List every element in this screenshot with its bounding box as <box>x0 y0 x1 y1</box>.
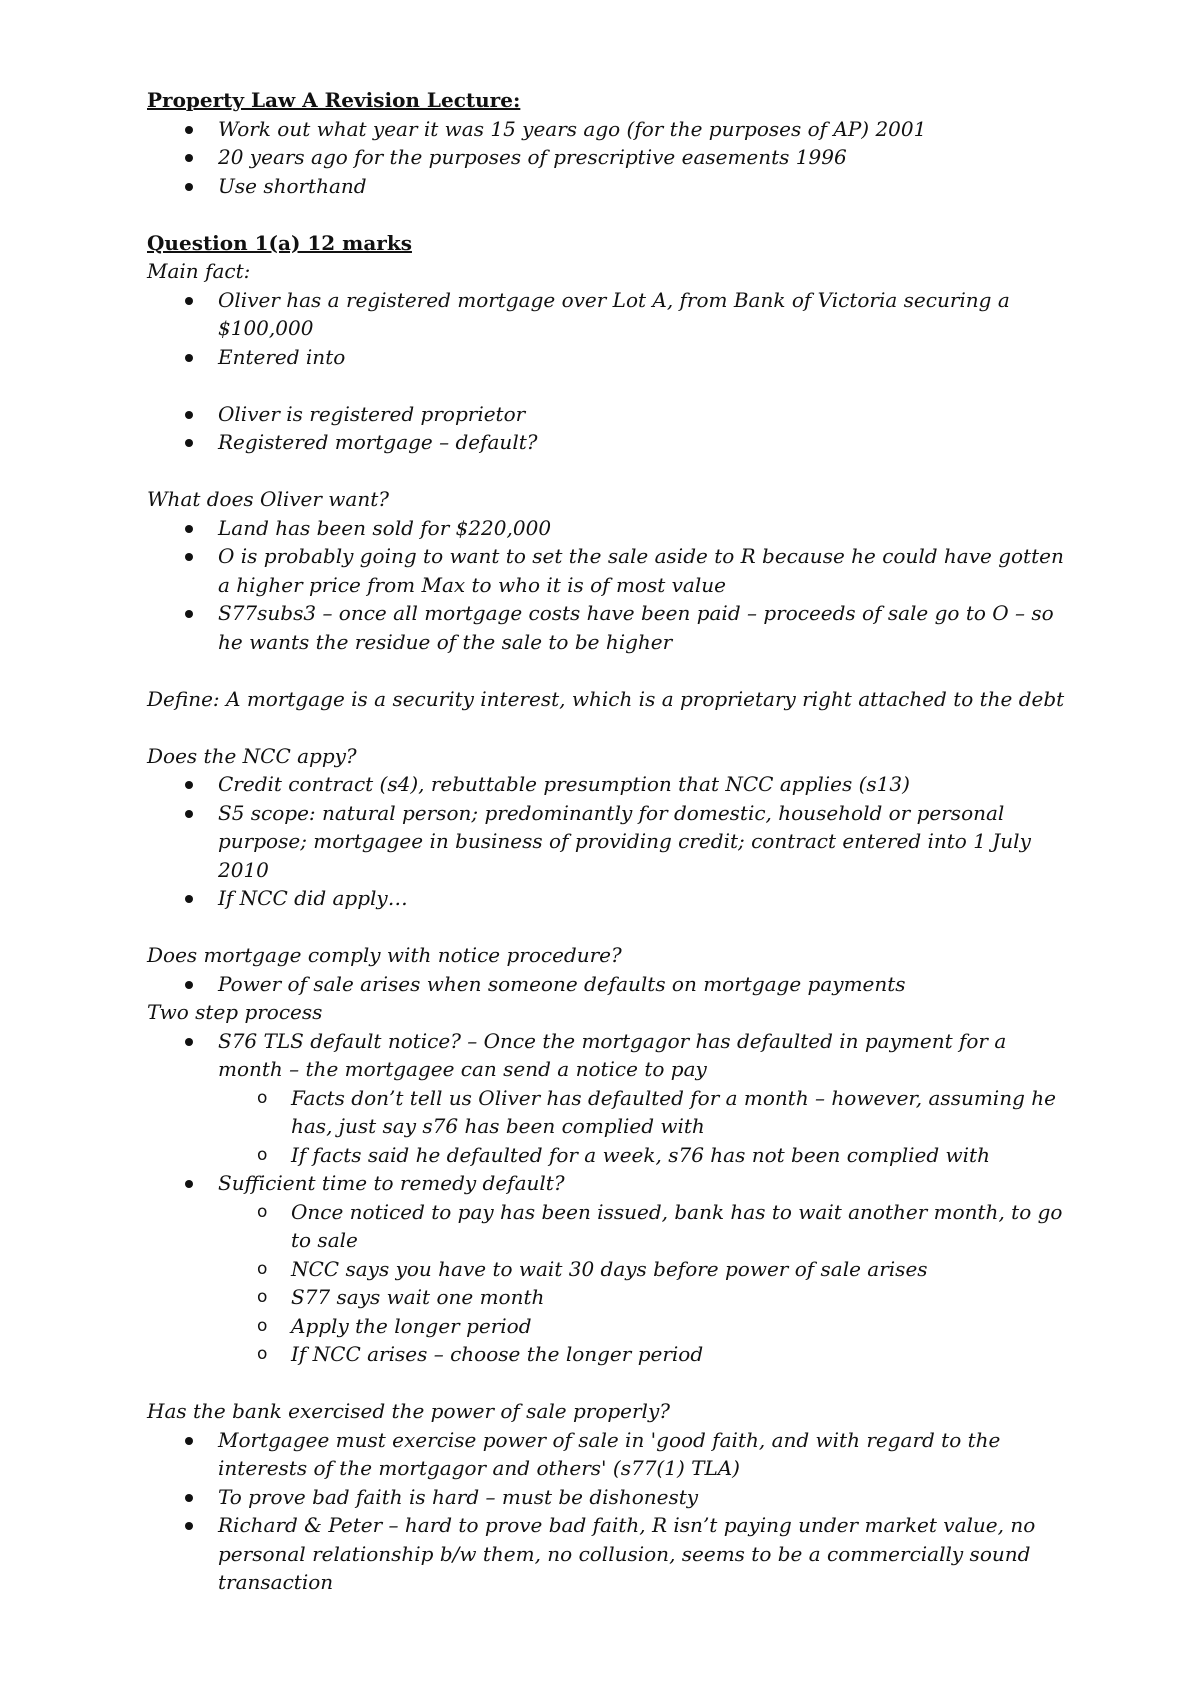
bullet-icon <box>185 553 193 561</box>
sub-list-item: o Once noticed to pay has been issued, bank has to wait another month, to go to sale <box>257 1199 1063 1252</box>
circle-bullet-icon: o <box>257 1344 268 1364</box>
bullet-icon <box>185 154 193 162</box>
bullet-icon <box>185 1437 193 1445</box>
question-heading: Question 1(a) 12 marks <box>147 230 412 255</box>
main-fact-list-2 <box>147 400 1077 457</box>
sub-list-item: o NCC says you have to wait 30 days before power of sale arises <box>147 1255 1077 1284</box>
main-fact-list <box>147 286 1077 372</box>
circle-bullet-icon: o <box>257 1287 268 1307</box>
oliver-want-label: What does Oliver want? <box>147 487 389 511</box>
bullet-icon <box>185 1522 193 1530</box>
list-item: O is probably going to want to set the sale aside to R because he could have gotten a higher price from Max to who it is of most value <box>147 542 1077 599</box>
notice-label: Does mortgage comply with notice procedure? <box>147 943 622 967</box>
circle-bullet-icon: o <box>257 1315 268 1336</box>
bullet-icon <box>185 610 193 618</box>
list-item: Oliver has a registered mortgage over Lot A, from Bank of Victoria securing a $100,000 <box>147 286 1077 343</box>
bullet-icon <box>185 895 193 903</box>
define-text: Define: A mortgage is a security interest, which is a proprietary right attached to the debt <box>147 686 1065 711</box>
list-item: If NCC did apply… <box>147 884 1077 913</box>
list-item: To prove bad faith is hard – must be dishonesty <box>147 1483 1077 1512</box>
list-item: Work out what year it was 15 years ago (for the purposes of AP) 2001 <box>147 115 1077 144</box>
list-item: Mortgagee must exercise power of sale in 'good faith, and with regard to the interests of the mortgagor and others' (s77(1) TLA) <box>147 1426 1077 1483</box>
list-item: Use shorthand <box>147 172 1077 201</box>
bullet-icon <box>185 810 193 818</box>
bullet-icon <box>185 439 193 447</box>
list-item: 20 years ago for the purposes of prescriptive easements 1996 <box>147 143 1077 172</box>
two-step-label: Two step process <box>147 1000 323 1024</box>
bullet-icon <box>185 297 193 305</box>
bullet-icon <box>185 1494 193 1502</box>
list-item: Richard & Peter – hard to prove bad faith, R isn’t paying under market value, no personal relationship b/w them, no collusion, seems to be a commercially sound transaction <box>147 1511 1077 1597</box>
bank-list <box>147 1426 1077 1597</box>
list-item: S76 TLS default notice? – Once the mortgagor has defaulted in payment for a month – the mortgagee can send a notice to pay <box>147 1027 1077 1084</box>
bank-label: Has the bank exercised the power of sale properly? <box>147 1399 670 1423</box>
list-item: Sufficient time to remedy default? <box>147 1169 1077 1198</box>
oliver-want-list <box>147 514 1077 657</box>
list-item: Entered into <box>147 343 1077 372</box>
sub-list-item: o If facts said he defaulted for a week, s76 has not been complied with <box>147 1141 1077 1170</box>
list-item: Oliver is registered proprietor <box>147 400 1077 429</box>
sub-list-item: o Facts don’t tell us Oliver has defaulted for a month – however, assuming he has, just say s76 has been complied with <box>257 1085 1056 1138</box>
bullet-icon <box>185 981 193 989</box>
list-item: Power of sale arises when someone defaults on mortgage payments <box>147 970 1077 999</box>
list-item: S77subs3 – once all mortgage costs have been paid – proceeds of sale go to O – so he wants the residue of the sale to be higher <box>147 599 1077 656</box>
two-step-list <box>147 1027 1077 1369</box>
ncc-list <box>147 770 1077 913</box>
list-item: S5 scope: natural person; predominantly for domestic, household or personal purpose; mortgagee in business of providing credit; contract entered into 1 July 2010 <box>147 799 1077 885</box>
document-title: Property Law A Revision Lecture: <box>147 88 521 112</box>
bullet-icon <box>185 781 193 789</box>
notice-list <box>147 970 1077 999</box>
sub-list-item: o If NCC arises – choose the longer period <box>147 1340 1077 1369</box>
circle-bullet-icon: o <box>257 1087 268 1108</box>
bullet-icon <box>185 525 193 533</box>
bullet-icon <box>185 126 193 134</box>
main-fact-label: Main fact: <box>147 259 251 283</box>
intro-list <box>147 115 1077 201</box>
sub-list-item: o S77 says wait one month <box>147 1283 1077 1312</box>
list-item: Credit contract (s4), rebuttable presumption that NCC applies (s13) <box>147 770 1077 799</box>
document-body <box>147 86 1077 1597</box>
bullet-icon <box>185 183 193 191</box>
bullet-icon <box>185 354 193 362</box>
bullet-icon <box>185 411 193 419</box>
circle-bullet-icon: o <box>257 1258 268 1279</box>
list-item: Land has been sold for $220,000 <box>147 514 1077 543</box>
circle-bullet-icon: o <box>257 1144 268 1165</box>
circle-bullet-icon: o <box>257 1201 268 1222</box>
bullet-icon <box>185 1038 193 1046</box>
bullet-icon <box>185 1180 193 1188</box>
sub-list-item: o Apply the longer period <box>147 1312 1077 1341</box>
list-item: Registered mortgage – default? <box>147 428 1077 457</box>
ncc-label: Does the NCC appy? <box>147 743 357 768</box>
